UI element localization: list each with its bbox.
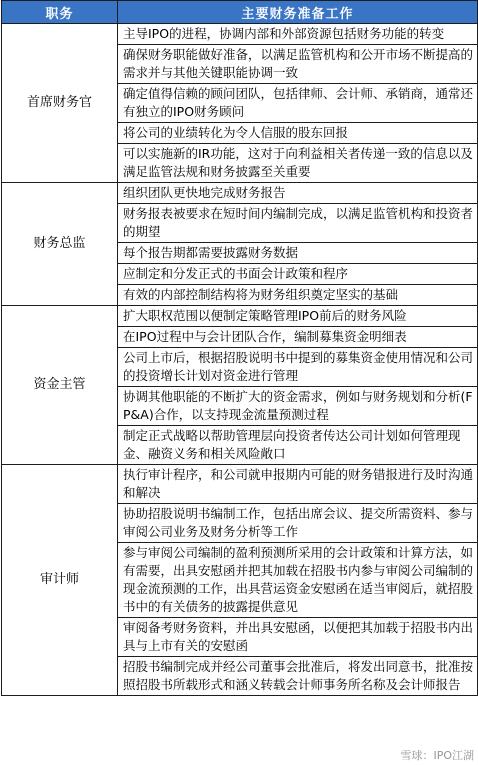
duty-cell: 审阅备考财务资料，并出具安慰函，以便把其加载于招股书内出具与上市有关的安慰函 (118, 618, 478, 657)
role-cell-cfo: 首席财务官 (2, 24, 118, 183)
duty-cell: 招股书编制完成并经公司董事会批准后，将发出同意书，批准按照招股书所载形式和涵义转载会计师事务所名称及会计师报告 (118, 657, 478, 696)
duty-cell: 执行审计程序，和公司就申报期内可能的财务错报进行及时沟通和解决 (118, 465, 478, 504)
duty-cell: 协助招股说明书编制工作，包括出席会议、提交所需资料、参与审阅公司业务及财务分析等工作 (118, 504, 478, 543)
role-cell-treasurer: 资金主管 (2, 306, 118, 465)
table-row (2, 306, 478, 327)
duty-cell: 确保财务职能做好准备，以满足监管机构和公开市场不断提高的需求并与其他关键职能协调一致 (118, 45, 478, 84)
duty-cell: 应制定和分发正式的书面会计政策和程序 (118, 264, 478, 285)
duty-cell: 财务报表被要求在短时间内编制完成，以满足监管机构和投资者的期望 (118, 204, 478, 243)
duty-cell: 主导IPO的进程，协调内部和外部资源包括财务功能的转变 (118, 24, 478, 45)
table-row (2, 183, 478, 204)
finance-duties-table (1, 0, 478, 696)
duty-cell: 协调其他职能的不断扩大的资金需求，例如与财务规划和分析(FP&A)合作，以支持现金流量预测过程 (118, 387, 478, 426)
duty-cell: 每个报告期都需要披露财务数据 (118, 243, 478, 264)
header-role: 职务 (2, 1, 118, 24)
duty-cell: 在IPO过程中与会计团队合作，编制募集资金明细表 (118, 327, 478, 348)
duty-cell: 制定正式战略以帮助管理层向投资者传达公司计划如何管理现金、融资义务和相关风险敞口 (118, 426, 478, 465)
table-row (2, 24, 478, 45)
duty-cell: 可以实施新的IR功能，这对于向利益相关者传递一致的信息以及满足监管法规和财务披露至关重要 (118, 144, 478, 183)
role-cell-auditor: 审计师 (2, 465, 118, 696)
duty-cell: 公司上市后，根据招股说明书中提到的募集资金使用情况和公司的投资增长计划对资金进行管理 (118, 348, 478, 387)
table-row (2, 465, 478, 504)
header-row (2, 1, 478, 24)
header-duties: 主要财务准备工作 (118, 1, 478, 24)
duty-cell: 将公司的业绩转化为令人信服的股东回报 (118, 123, 478, 144)
role-cell-controller: 财务总监 (2, 183, 118, 306)
duty-cell: 确定值得信赖的顾问团队，包括律师、会计师、承销商，通常还有独立的IPO财务顾问 (118, 84, 478, 123)
duty-cell: 扩大职权范围以便制定策略管理IPO前后的财务风险 (118, 306, 478, 327)
duty-cell: 有效的内部控制结构将为财务组织奠定坚实的基础 (118, 285, 478, 306)
duty-cell: 参与审阅公司编制的盈利预测所采用的会计政策和计算方法，如有需要，出具安慰函并把其加载在招股书内参与审阅公司编制的现金流预测的工作，出具营运资金安慰函在适当审阅后，就招股书中的有关债务的披露提供意见 (118, 543, 478, 618)
duty-cell: 组织团队更快地完成财务报告 (118, 183, 478, 204)
watermark: 雪球：IPO江湖 (400, 749, 474, 762)
